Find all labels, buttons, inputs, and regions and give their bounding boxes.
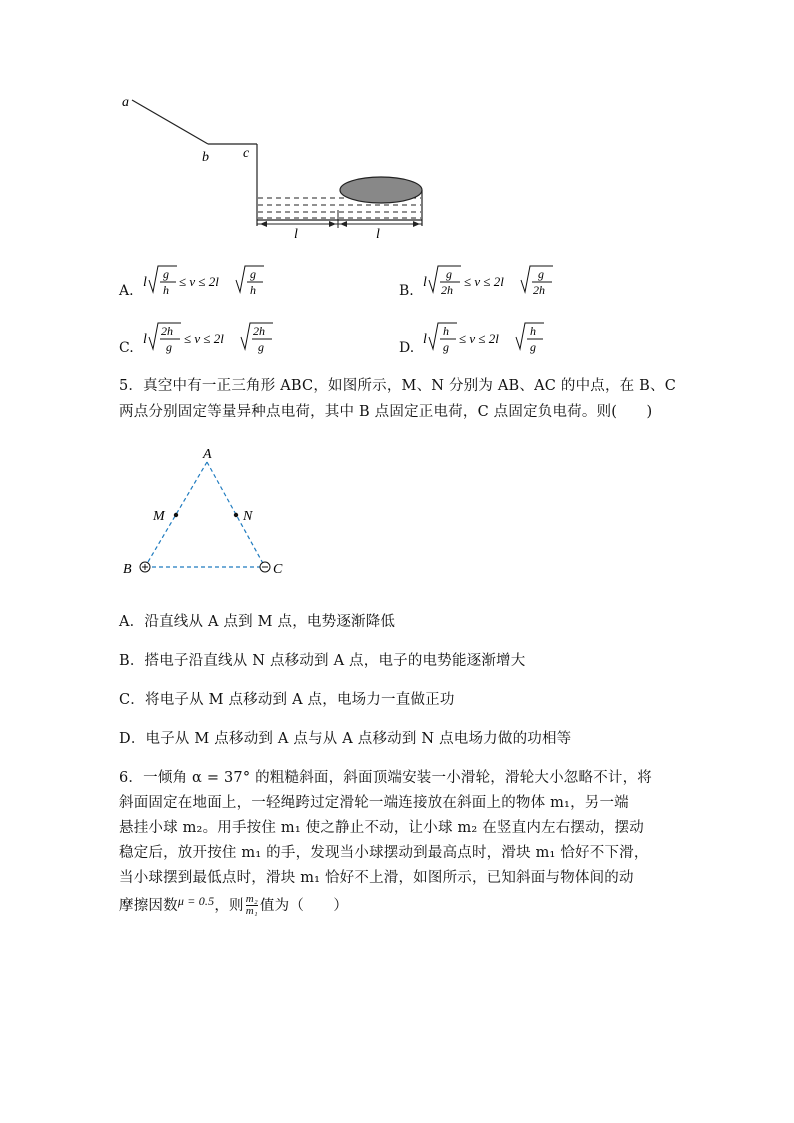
- q5-option-a: A．沿直线从 A 点到 M 点，电势逐渐降低: [119, 614, 396, 630]
- q4-option-c: C. l 2h g ≤ v ≤ 2l 2h g: [119, 319, 339, 359]
- formula-a: [139, 262, 279, 302]
- formula-c: [139, 319, 299, 359]
- label-C: C: [273, 562, 283, 577]
- label-l2: l: [376, 227, 380, 240]
- label-l1: l: [294, 227, 298, 240]
- q6-line-1: 6．一倾角 α = 37° 的粗糙斜面，斜面顶端安装一小滑轮，滑轮大小忽略不计，将: [119, 770, 653, 786]
- plus-charge-icon: [140, 562, 150, 572]
- q6-last-suffix: 值为（ ）: [259, 898, 349, 914]
- svg-text:g: g: [446, 267, 452, 281]
- label-A: A: [203, 447, 212, 462]
- floating-disk: [340, 177, 422, 203]
- q5-option-c: C．将电子从 M 点移动到 A 点，电场力一直做正功: [119, 692, 455, 708]
- svg-text:g: g: [163, 267, 169, 281]
- svg-text:2h: 2h: [253, 324, 265, 338]
- svg-text:g: g: [443, 340, 449, 354]
- q5-option-d: D．电子从 M 点移动到 A 点与从 A 点移动到 N 点电场力做的功相等: [119, 731, 572, 747]
- q6-line-2: 斜面固定在地面上，一轻绳跨过定滑轮一端连接放在斜面上的物体 m₁，另一端: [119, 795, 629, 811]
- slope-line: [132, 100, 208, 144]
- svg-text:l: l: [143, 332, 147, 347]
- q6-last-prefix: 摩擦因数: [119, 898, 178, 914]
- formula-b: [419, 262, 579, 302]
- point-n: [234, 513, 238, 517]
- q5-option-b: B．搭电子沿直线从 N 点移动到 A 点，电子的电势能逐渐增大: [119, 653, 526, 669]
- svg-text:≤ v ≤ 2l: ≤ v ≤ 2l: [179, 274, 219, 289]
- svg-text:2h: 2h: [533, 283, 545, 297]
- label-a: a: [122, 95, 129, 110]
- svg-text:2h: 2h: [161, 324, 173, 338]
- q6-line-6: [119, 894, 348, 924]
- svg-text:l: l: [143, 275, 147, 290]
- formula-d: [419, 319, 559, 359]
- svg-text:g: g: [250, 267, 256, 281]
- label-B: B: [123, 562, 132, 577]
- svg-text:l: l: [423, 332, 427, 347]
- label-c: c: [243, 146, 250, 161]
- q5-line-1: 5．真空中有一正三角形 ABC，如图所示，M、N 分别为 AB、AC 的中点，在 B、C: [119, 378, 677, 394]
- q5-line-2: 两点分别固定等量异种点电荷，其中 B 点固定正电荷，C 点固定负电荷。则( ): [119, 404, 653, 420]
- q6-mass-ratio: $\frac{\text{m₂}}{\text{m₁}}$: [245, 893, 258, 917]
- label-N: N: [243, 509, 253, 524]
- svg-text:h: h: [163, 283, 169, 297]
- slide-pool-figure: [110, 90, 450, 240]
- q6-line-4: 稳定后，放开按住 m₁ 的手，发现当小球摆动到最高点时，滑块 m₁ 恰好不下滑，: [119, 845, 649, 861]
- q6-line-5: 当小球摆到最低点时，滑块 m₁ 恰好不上滑，如图所示，已知斜面与物体间的动: [119, 870, 634, 886]
- svg-text:≤ v ≤ 2l: ≤ v ≤ 2l: [184, 331, 224, 346]
- svg-text:h: h: [250, 283, 256, 297]
- label-b: b: [202, 150, 209, 165]
- triangle-figure: [115, 440, 295, 585]
- svg-text:g: g: [258, 340, 264, 354]
- q6-mu: μ = 0.5: [177, 894, 215, 908]
- label-M: M: [153, 509, 165, 524]
- svg-text:l: l: [423, 275, 427, 290]
- q6-last-mid: ，则: [214, 898, 244, 914]
- svg-text:h: h: [443, 324, 449, 338]
- q4-option-b: B. l g 2h ≤ v ≤ 2l g 2h: [399, 262, 619, 302]
- minus-charge-icon: [260, 562, 270, 572]
- q6-line-3: 悬挂小球 m₂。用手按住 m₁ 使之静止不动，让小球 m₂ 在竖直内左右摆动，摆动: [119, 820, 644, 836]
- point-m: [174, 513, 178, 517]
- svg-text:g: g: [538, 267, 544, 281]
- svg-text:≤ v ≤ 2l: ≤ v ≤ 2l: [464, 274, 504, 289]
- svg-text:≤ v ≤ 2l: ≤ v ≤ 2l: [459, 331, 499, 346]
- q4-option-d: D. l h g ≤ v ≤ 2l h g: [399, 319, 599, 359]
- svg-text:g: g: [166, 340, 172, 354]
- svg-text:g: g: [530, 340, 536, 354]
- q4-option-a: A. l g h ≤ v ≤ 2l g h: [119, 262, 319, 302]
- svg-text:2h: 2h: [441, 283, 453, 297]
- svg-text:h: h: [530, 324, 536, 338]
